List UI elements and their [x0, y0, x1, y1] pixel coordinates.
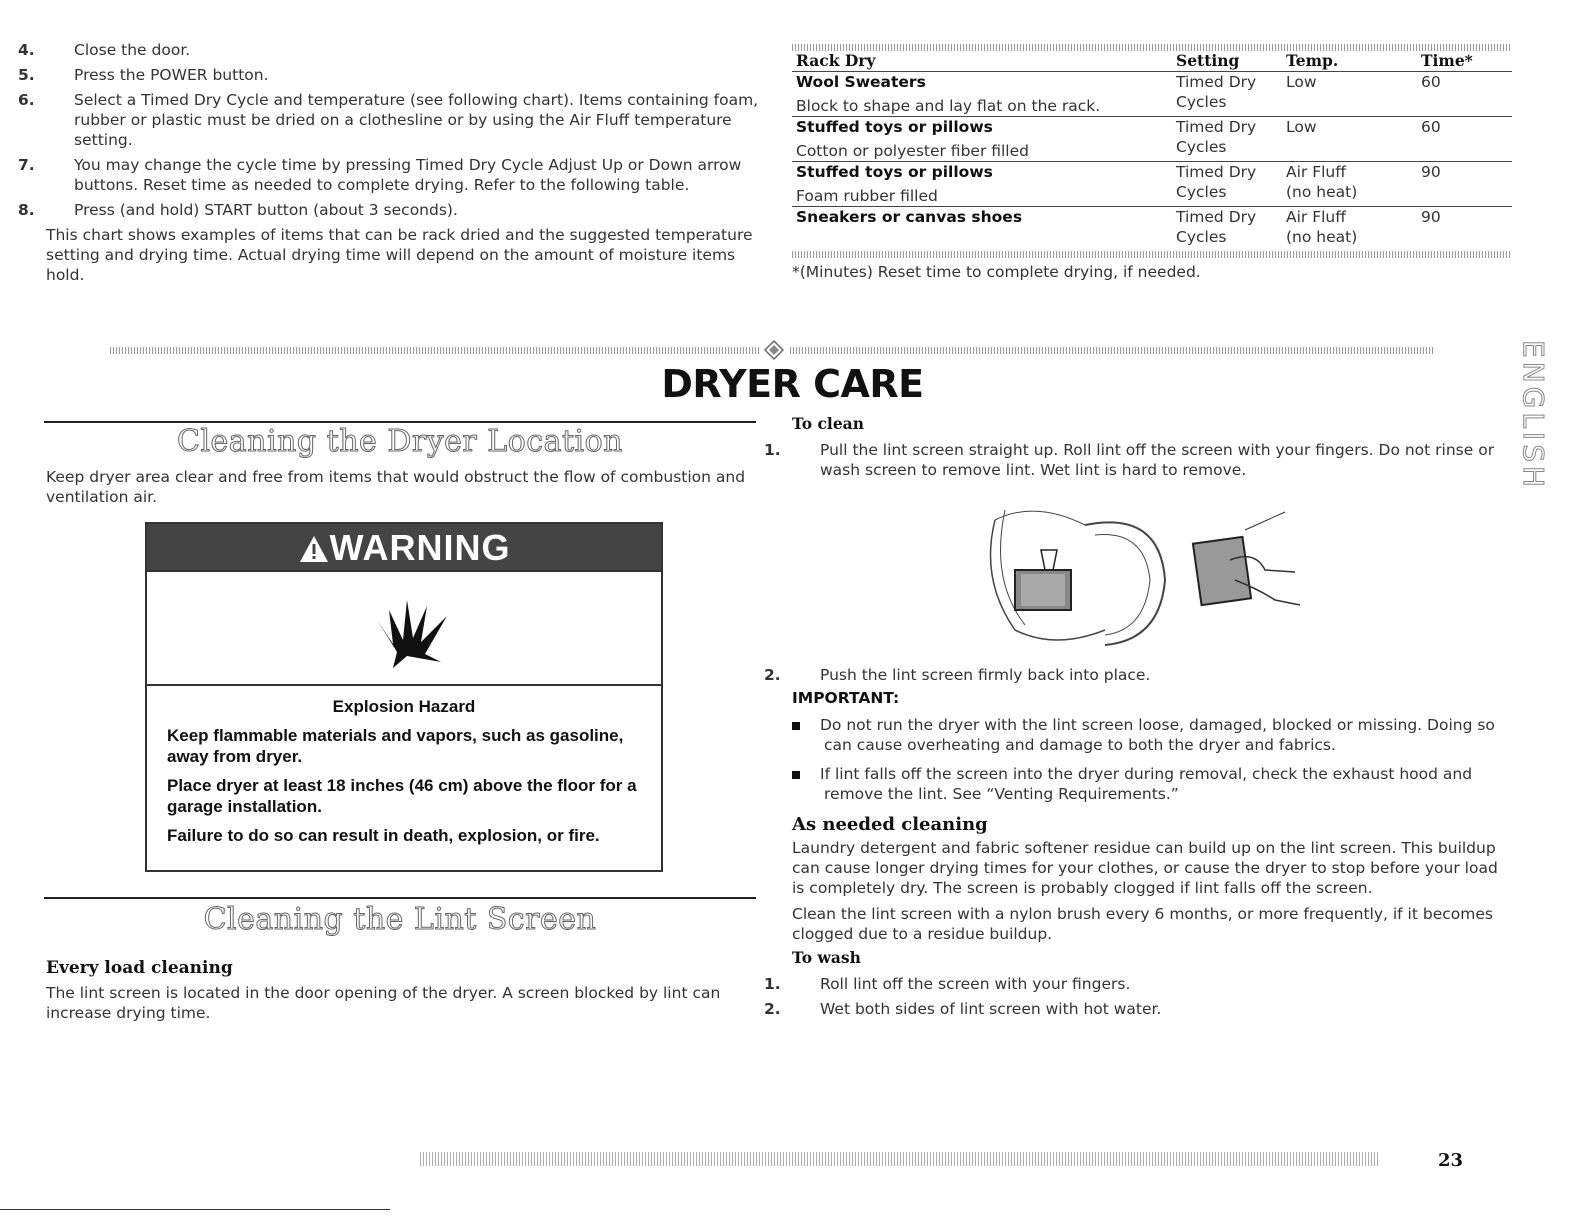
list-item: If lint falls off the screen into the dryer during removal, check the exhaust hood and remove the lint. See “Venting Requirements.”	[792, 764, 1502, 804]
footer-rule	[420, 1152, 1380, 1166]
header-time: Time*	[1417, 51, 1512, 72]
location-heading: Cleaning the Dryer Location	[176, 424, 623, 459]
top-steps	[18, 40, 766, 285]
table-bottom-rule	[792, 251, 1510, 258]
location-text: Keep dryer area clear and free from items that would obstruct the flow of combustion and ventilation air.	[46, 468, 746, 506]
clean-step-1: 1. Pull the lint screen straight up. Roll lint off the screen with your fingers. Do not rinse or wash screen to remove lint. Wet lint is hard to remove.	[764, 441, 1495, 479]
header-setting: Setting	[1172, 51, 1282, 72]
table-header-row	[792, 51, 1512, 72]
lint-rule	[44, 897, 756, 899]
header-rack-dry: Rack Dry	[792, 51, 1172, 72]
table-row: Cotton or polyester fiber filled Cycles	[792, 137, 1512, 162]
table-row: Foam rubber filled Cycles (no heat)	[792, 182, 1512, 207]
table-row: Sneakers or canvas shoes Timed Dry Air Fluff 90	[796, 208, 1441, 226]
step-7: 7. You may change the cycle time by pressing Timed Dry Cycle Adjust Up or Down arrow buttons. Reset time as needed to complete drying. Refer to the following table.	[18, 156, 742, 194]
lint-heading: Cleaning the Lint Screen	[203, 902, 597, 937]
table-row: Block to shape and lay flat on the rack. Cycles	[792, 92, 1512, 117]
bullet-square-icon	[792, 722, 800, 730]
list-item: Do not run the dryer with the lint screen loose, damaged, blocked or missing. Doing so can cause overheating and damage to both the dryer and fabrics.	[792, 715, 1502, 755]
important-label: IMPORTANT:	[792, 689, 900, 707]
as-needed-title: As needed cleaning	[792, 814, 988, 835]
dryer-lint-screen-illustration	[975, 500, 1325, 655]
page-number: 23	[1438, 1150, 1464, 1171]
table-row: Stuffed toys or pillows Timed Dry Low 60	[796, 118, 1441, 136]
ornament-diamond-icon	[764, 340, 784, 360]
warning-line-3: Failure to do so can result in death, explosion, or fire.	[167, 826, 600, 845]
important-bullets	[792, 715, 1502, 804]
ornament-rule-left	[110, 347, 760, 354]
every-load-title: Every load cleaning	[46, 958, 233, 978]
warning-box	[145, 522, 663, 872]
flame-burst-icon	[367, 580, 451, 674]
step-6: 6. Select a Timed Dry Cycle and temperature (see following chart). Items containing foam, rubber or plastic must be dried on a clothesline or by using the Air Fluff temperature setting.	[18, 91, 759, 149]
step-4: 4. Close the door.	[18, 41, 191, 59]
rack-dry-table	[792, 51, 1512, 247]
ornament-rule-right	[790, 347, 1435, 354]
rack-dry-table-wrap	[792, 44, 1510, 282]
to-clean-title: To clean	[792, 414, 864, 433]
chart-intro: This chart shows examples of items that can be rack dried and the suggested temperature setting and drying time. Actual drying time will depend on the amount of moisture items hold.	[46, 226, 753, 284]
warning-line-2: Place dryer at least 18 inches (46 cm) above the floor for a garage installation.	[167, 776, 637, 816]
to-wash-title: To wash	[792, 948, 861, 967]
warning-line-1: Keep flammable materials and vapors, such as gasoline, away from dryer.	[167, 726, 624, 766]
as-needed-p1: Laundry detergent and fabric softener residue can build up on the lint screen. This buildup can cause longer drying times for your clothes, or cause the dryer to stop before your load is completely dry. The screen is probably clogged if lint falls off the screen.	[792, 839, 1498, 897]
location-rule	[44, 421, 756, 423]
wash-step-1: 1. Roll lint off the screen with your fingers.	[764, 975, 1131, 993]
table-row: Stuffed toys or pillows Timed Dry Air Fluff 90	[796, 163, 1441, 181]
table-top-rule	[792, 44, 1510, 51]
warning-body	[147, 686, 661, 846]
alert-triangle-icon	[298, 528, 330, 576]
table-row: Cycles (no heat)	[1176, 228, 1358, 246]
table-footnote: *(Minutes) Reset time to complete drying, if needed.	[792, 263, 1201, 281]
step-8: 8. Press (and hold) START button (about 3 seconds).	[18, 201, 458, 219]
warning-symbol-panel	[147, 570, 661, 686]
table-row: Wool Sweaters Timed Dry Low 60	[796, 73, 1441, 91]
bottom-edge-rule	[0, 1209, 390, 1210]
wash-step-2: 2. Wet both sides of lint screen with hot water.	[764, 1000, 1162, 1018]
every-load-text: The lint screen is located in the door opening of the dryer. A screen blocked by lint can increase drying time.	[46, 984, 721, 1022]
step-5: 5. Press the POWER button.	[18, 66, 269, 84]
clean-step-2: 2. Push the lint screen firmly back into place.	[764, 666, 1151, 684]
warning-title: Explosion Hazard	[332, 697, 476, 716]
header-temp: Temp.	[1282, 51, 1417, 72]
page-title: DRYER CARE	[661, 362, 924, 406]
bullet-square-icon	[792, 771, 800, 779]
warning-label: WARNING	[329, 527, 511, 568]
side-tab-language: ENGLISH	[1517, 340, 1550, 492]
warning-header	[147, 524, 661, 570]
as-needed-p2: Clean the lint screen with a nylon brush every 6 months, or more frequently, if it becomes clogged due to a residue buildup.	[792, 905, 1493, 943]
